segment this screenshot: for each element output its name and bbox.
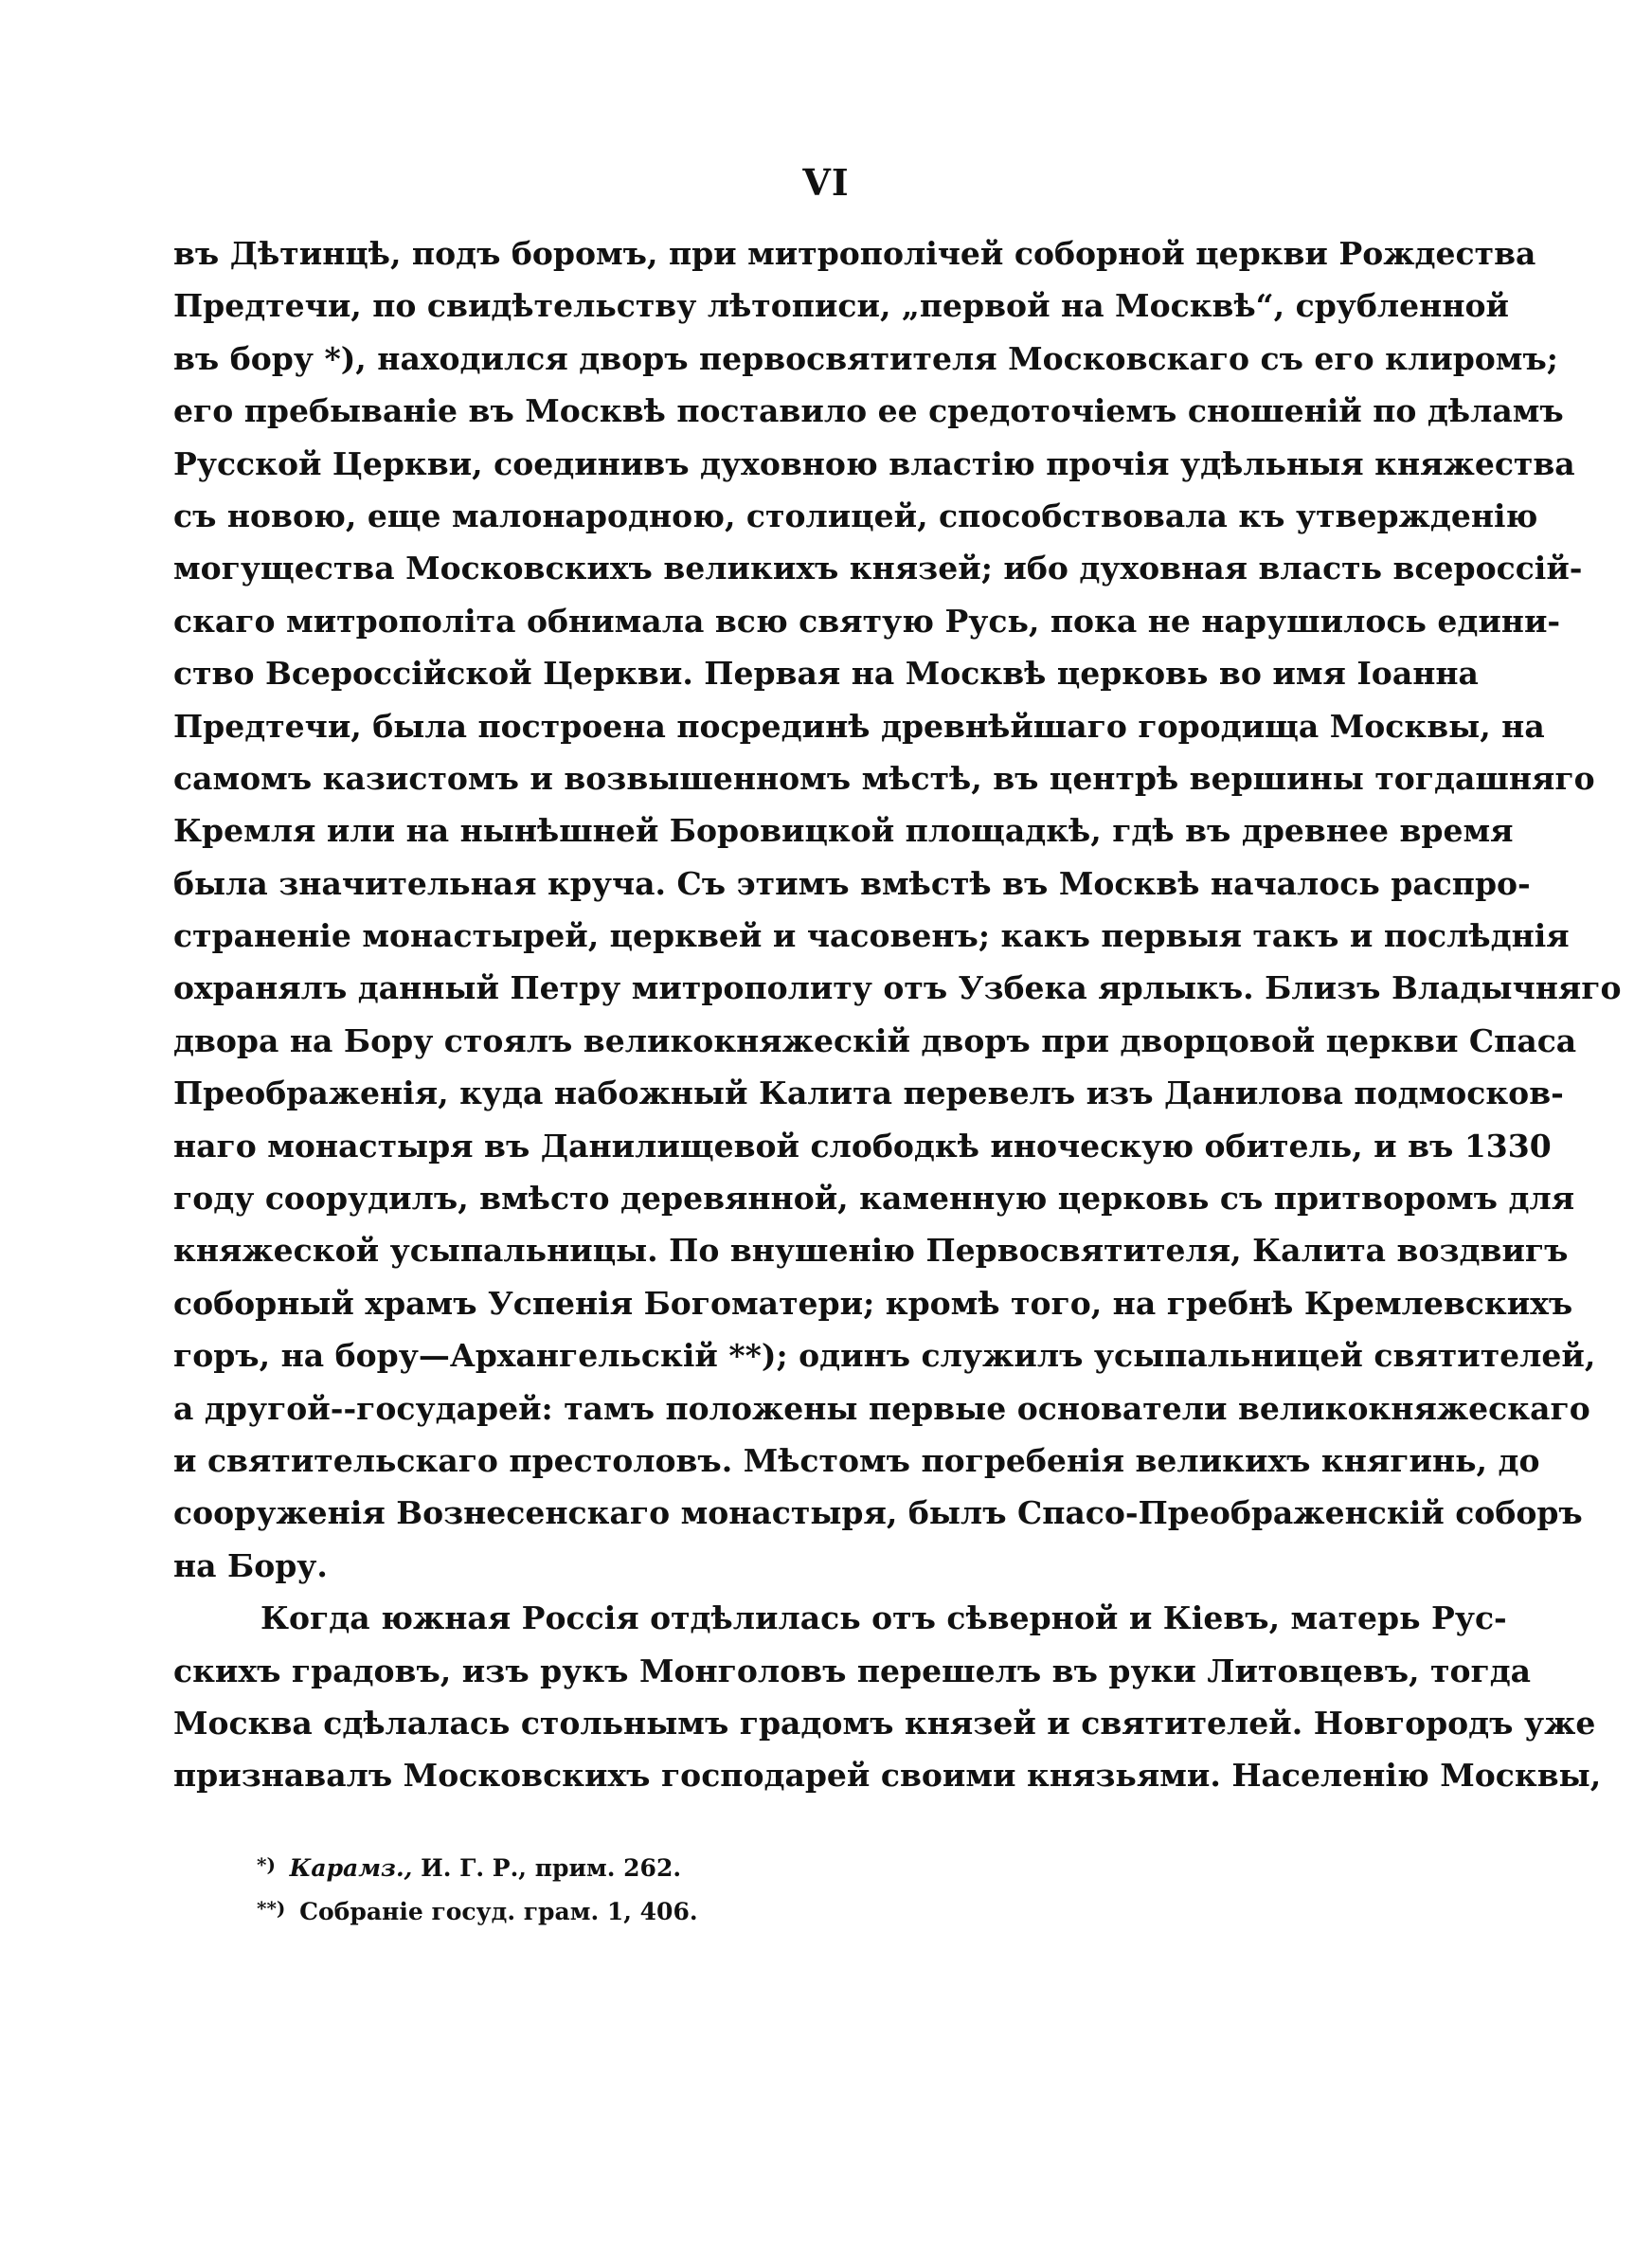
text-line: княжеской усыпальницы. По внушенію Первосвятителя, Калита воздвигъ xyxy=(173,1232,1569,1270)
text-line: охранялъ данный Петру митрополиту отъ Узбека ярлыкъ. Близъ Владычняго xyxy=(173,969,1622,1007)
text-line: признавалъ Московскихъ господарей своими князьями. Населенію Москвы, xyxy=(173,1757,1602,1795)
footnotes xyxy=(257,1843,1109,1930)
text-line: самомъ казистомъ и возвышенномъ мѣстѣ, въ центрѣ вершины тогдашняго xyxy=(173,759,1595,797)
footnote-mark: **) xyxy=(257,1897,286,1920)
footnote-text: И. Г. Р., прим. 262. xyxy=(421,1854,682,1882)
text-line: Преображенія, куда набожный Калита перевелъ изъ Данилова подмосков- xyxy=(173,1074,1564,1112)
text-line: ство Всероссійской Церкви. Первая на Москвѣ церковь во имя Іоанна xyxy=(173,655,1479,693)
text-line: а другой--государей: тамъ положены первые основатели великокняжескаго xyxy=(173,1389,1590,1427)
text-line: его пребываніе въ Москвѣ поставило ее средоточіемъ сношеній по дѣламъ xyxy=(173,392,1564,430)
paragraph-start-line: Когда южная Россія отдѣлилась отъ сѣверной и Кіевъ, матерь Рус- xyxy=(260,1599,1507,1637)
text-line: и святительскаго престоловъ. Мѣстомъ погребенія великихъ княгинь, до xyxy=(173,1441,1540,1479)
footnote-author: Карамз., xyxy=(289,1854,413,1882)
text-line: съ новою, еще малонародною, столицей, способствовала къ утвержденію xyxy=(173,497,1538,534)
body-text xyxy=(173,227,1622,1802)
text-line: Кремля или на нынѣшней Боровицкой площадкѣ, гдѣ въ древнее время xyxy=(173,812,1514,850)
text-line: Предтечи, была построена посрединѣ древнѣйшаго городища Москвы, на xyxy=(173,707,1545,745)
footnote xyxy=(257,1887,1109,1930)
text-line: Москва сдѣлалась стольнымъ градомъ князей и святителей. Новгородъ уже xyxy=(173,1704,1596,1742)
footnote-text: Собраніе госуд. грам. 1, 406. xyxy=(299,1898,698,1925)
text-line: скихъ градовъ, изъ рукъ Монголовъ перешелъ въ руки Литовцевъ, тогда xyxy=(173,1652,1532,1689)
text-line: могущества Московскихъ великихъ князей; ибо духовная власть всероссій- xyxy=(173,550,1583,587)
text-line: въ Дѣтинцѣ, подъ боромъ, при митрополічей соборной церкви Рождества xyxy=(173,235,1536,272)
text-line: въ бору *), находился дворъ первосвятителя Московскаго съ его клиромъ; xyxy=(173,339,1558,377)
text-line: году соорудилъ, вмѣсто деревянной, каменную церковь съ притворомъ для xyxy=(173,1180,1575,1218)
text-line: Предтечи, по свидѣтельству лѣтописи, „первой на Москвѣ“, срубленной xyxy=(173,287,1509,325)
text-line: скаго митрополіта обнимала всю святую Русь, пока не нарушилось едини- xyxy=(173,602,1561,640)
page-number: VI xyxy=(802,161,850,204)
text-line: наго монастыря въ Данилищевой слободкѣ иноческую обитель, и въ 1330 xyxy=(173,1127,1552,1165)
text-line: двора на Бору стоялъ великокняжескій дворъ при дворцовой церкви Спаса xyxy=(173,1021,1577,1059)
text-line: на Бору. xyxy=(173,1546,328,1584)
text-line: была значительная круча. Съ этимъ вмѣстѣ въ Москвѣ началось распро- xyxy=(173,864,1531,902)
footnote xyxy=(257,1843,1109,1887)
text-line: горъ, на бору—Архангельскій **); одинъ служилъ усыпальницей святителей, xyxy=(173,1337,1596,1375)
text-line: соборный храмъ Успенія Богоматери; кромѣ того, на гребнѣ Кремлевскихъ xyxy=(173,1284,1573,1322)
text-line: Русской Церкви, соединивъ духовною властію прочія удѣльныя княжества xyxy=(173,444,1575,482)
text-line: сооруженія Вознесенскаго монастыря, былъ Спасо-Преображенскій соборъ xyxy=(173,1494,1583,1532)
footnote-mark: *) xyxy=(257,1853,276,1876)
text-line: страненіе монастырей, церквей и часовенъ; какъ первыя такъ и послѣднія xyxy=(173,917,1570,955)
